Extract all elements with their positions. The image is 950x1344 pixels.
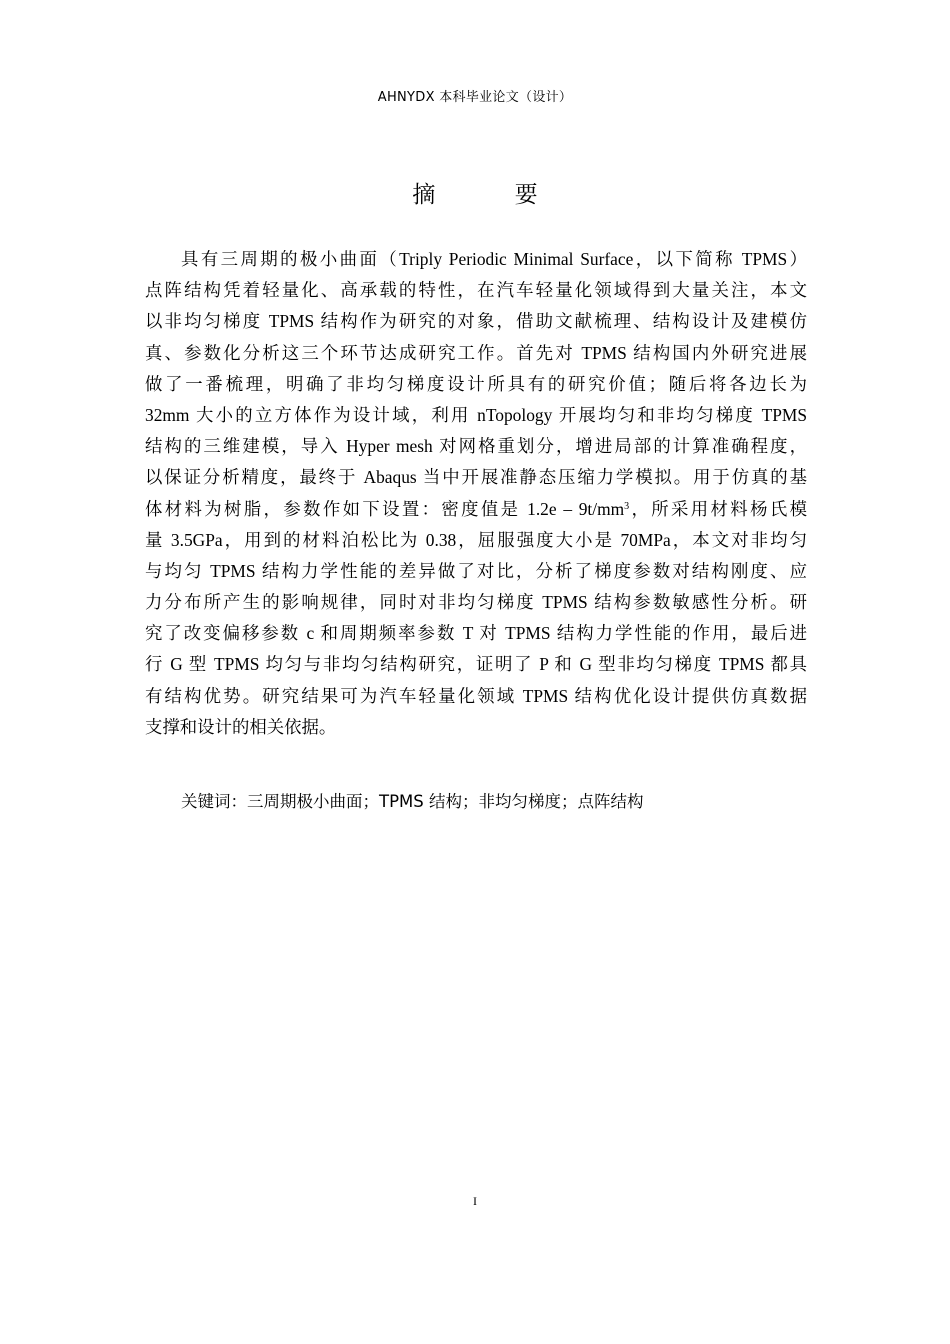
- abstract-body: [145, 244, 807, 743]
- density-text-before: 体材料为树脂，参数作如下设置：密度值是 1.2e – 9t/mm: [145, 498, 625, 519]
- abstract-line: 与均匀 TPMS 结构力学性能的差异做了对比，分析了梯度参数对结构刚度、应: [145, 560, 807, 581]
- abstract-line: 究了改变偏移参数 c 和周期频率参数 T 对 TPMS 结构力学性能的作用，最后进: [145, 623, 807, 644]
- abstract-line: 行 G 型 TPMS 均匀与非均匀结构研究，证明了 P 和 G 型非均匀梯度 TPMS 都具: [145, 654, 807, 675]
- abstract-line: 支撑和设计的相关依据。: [145, 716, 337, 737]
- abstract-line: 力分布所产生的影响规律，同时对非均匀梯度 TPMS 结构参数敏感性分析。研: [145, 592, 807, 613]
- abstract-line: 以非均匀梯度 TPMS 结构作为研究的对象，借助文献梳理、结构设计及建模仿: [145, 311, 807, 332]
- abstract-line: 具有三周期的极小曲面（Triply Periodic Minimal Surface，以下简称 TPMS）: [181, 249, 807, 269]
- page-number: I: [473, 1194, 477, 1208]
- abstract-line: 点阵结构凭着轻量化、高承载的特性，在汽车轻量化领域得到大量关注，本文: [145, 280, 807, 301]
- abstract-line: 32mm 大小的立方体作为设计域，利用 nTopology 开展均匀和非均匀梯度 TPMS: [145, 404, 807, 425]
- page-header: AHNYDX 本科毕业论文（设计）: [377, 90, 573, 105]
- abstract-line: 做了一番梳理，明确了非均匀梯度设计所具有的研究价值；随后将各边长为: [145, 373, 807, 394]
- density-exponent: 3: [624, 500, 630, 512]
- abstract-line: 量 3.5GPa，用到的材料泊松比为 0.38，屈服强度大小是 70MPa，本文对非均匀: [145, 529, 807, 550]
- abstract-line: 有结构优势。研究结果可为汽车轻量化领域 TPMS 结构优化设计提供仿真数据: [145, 685, 807, 706]
- abstract-line: 以保证分析精度，最终于 Abaqus 当中开展准静态压缩力学模拟。用于仿真的基: [145, 467, 807, 488]
- abstract-line: 结构的三维建模，导入 Hyper mesh 对网格重划分，增进局部的计算准确程度，: [145, 436, 807, 457]
- abstract-line-density: [145, 494, 807, 525]
- abstract-title: 摘 要: [412, 182, 574, 208]
- density-text-after: ，所采用材料杨氏模: [629, 498, 807, 519]
- abstract-line: 真、参数化分析这三个环节达成研究工作。首先对 TPMS 结构国内外研究进展: [145, 342, 807, 363]
- keywords: 关键词：三周期极小曲面；TPMS 结构；非均匀梯度；点阵结构: [181, 792, 644, 811]
